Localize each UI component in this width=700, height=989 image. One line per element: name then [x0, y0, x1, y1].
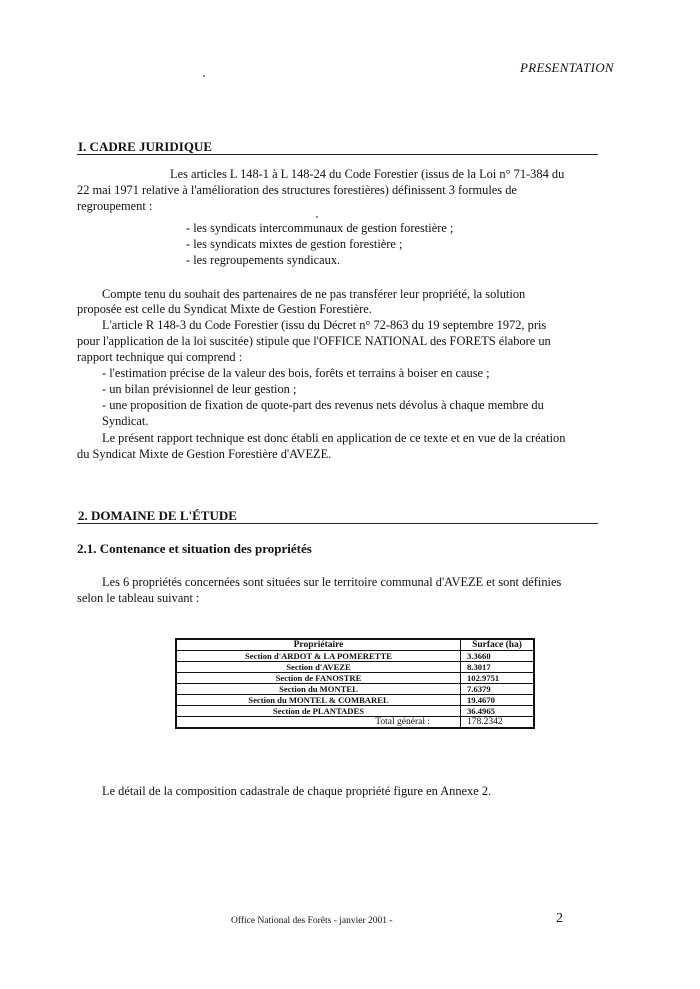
report-item-2: - un bilan prévisionnel de leur gestion ; — [102, 382, 297, 396]
closing-sentence: Le détail de la composition cadastrale de chaque propriété figure en Annexe 2. — [102, 784, 492, 798]
para3-line-3: rapport technique qui comprend : — [77, 350, 243, 364]
total-value: 178.2342 — [461, 717, 535, 729]
page-number: 2 — [556, 911, 563, 926]
table-row — [176, 706, 534, 717]
formula-item-1: - les syndicats intercommunaux de gestion forestière ; — [186, 221, 454, 235]
total-label: Total général : — [176, 717, 461, 729]
report-item-1: - l'estimation précise de la valeur des bois, forêts et terrains à boiser en cause ; — [102, 366, 490, 380]
surface-cell: 19.4670 — [461, 695, 535, 706]
owner-cell: Section de PLANTADES — [176, 706, 461, 717]
para2-line-2: proposée est celle du Syndicat Mixte de Gestion Forestière. — [77, 302, 372, 316]
formula-item-2: - les syndicats mixtes de gestion forestière ; — [186, 237, 403, 251]
report-item-3: - une proposition de fixation de quote-part des revenus nets dévolus à chaque membre du — [102, 398, 544, 412]
scan-speck — [203, 75, 205, 77]
surface-cell: 3.3660 — [461, 651, 535, 662]
para4-line-1: Le présent rapport technique est donc établi en application de ce texte et en vue de la création — [102, 431, 566, 445]
scan-speck — [316, 216, 318, 218]
header-surface: Surface (ha) — [461, 639, 535, 651]
para3-line-1: L'article R 148-3 du Code Forestier (issu du Décret n° 72-863 du 19 septembre 1972, pris — [102, 318, 547, 332]
para2-line-1: Compte tenu du souhait des partenaires de ne pas transférer leur propriété, la solution — [102, 287, 526, 301]
surface-cell: 8.3017 — [461, 662, 535, 673]
section-1-rule — [77, 154, 598, 155]
subsection-2-1-title: 2.1. Contenance et situation des propriétés — [77, 541, 312, 556]
owner-cell: Section du MONTEL & COMBAREL — [176, 695, 461, 706]
surface-cell: 36.4965 — [461, 706, 535, 717]
owner-cell: Section de FANOSTRE — [176, 673, 461, 684]
report-item-4: Syndicat. — [102, 414, 149, 428]
formula-item-3: - les regroupements syndicaux. — [186, 253, 341, 267]
table-row — [176, 662, 534, 673]
table-total-row — [176, 717, 534, 729]
section-2-rule — [77, 523, 598, 524]
footer-text: Office National des Forêts - janvier 2001 - — [231, 916, 393, 926]
table-header-row — [176, 639, 534, 651]
section-1-intro-line-2: 22 mai 1971 relative à l'amélioration des structures forestières) définissent 3 formules de — [77, 183, 517, 197]
section-1-intro-line-3: regroupement : — [77, 199, 153, 213]
properties-table — [175, 638, 535, 729]
table-row — [176, 695, 534, 706]
para4-line-2: du Syndicat Mixte de Gestion Forestière d'AVEZE. — [77, 447, 332, 461]
table-row — [176, 651, 534, 662]
table-row — [176, 673, 534, 684]
section-2-intro-line-2: selon le tableau suivant : — [77, 591, 200, 605]
header-section-label: PRESENTATION — [520, 60, 614, 75]
section-2-title: 2. DOMAINE DE L'ÉTUDE — [78, 508, 237, 523]
surface-cell: 102.9751 — [461, 673, 535, 684]
section-2-intro-line-1: Les 6 propriétés concernées sont situées sur le territoire communal d'AVEZE et sont définies — [102, 575, 562, 589]
owner-cell: Section d'ARDOT & LA POMERETTE — [176, 651, 461, 662]
header-owner: Propriétaire — [176, 639, 461, 651]
para3-line-2: pour l'application de la loi suscitée) stipule que l'OFFICE NATIONAL des FORETS élabore un — [77, 334, 551, 348]
section-1-title: I. CADRE JURIDIQUE — [78, 139, 212, 154]
owner-cell: Section d'AVEZE — [176, 662, 461, 673]
section-1-intro-line-1: Les articles L 148-1 à L 148-24 du Code Forestier (issus de la Loi n° 71-384 du — [170, 167, 565, 181]
owner-cell: Section du MONTEL — [176, 684, 461, 695]
surface-cell: 7.6379 — [461, 684, 535, 695]
table-row — [176, 684, 534, 695]
